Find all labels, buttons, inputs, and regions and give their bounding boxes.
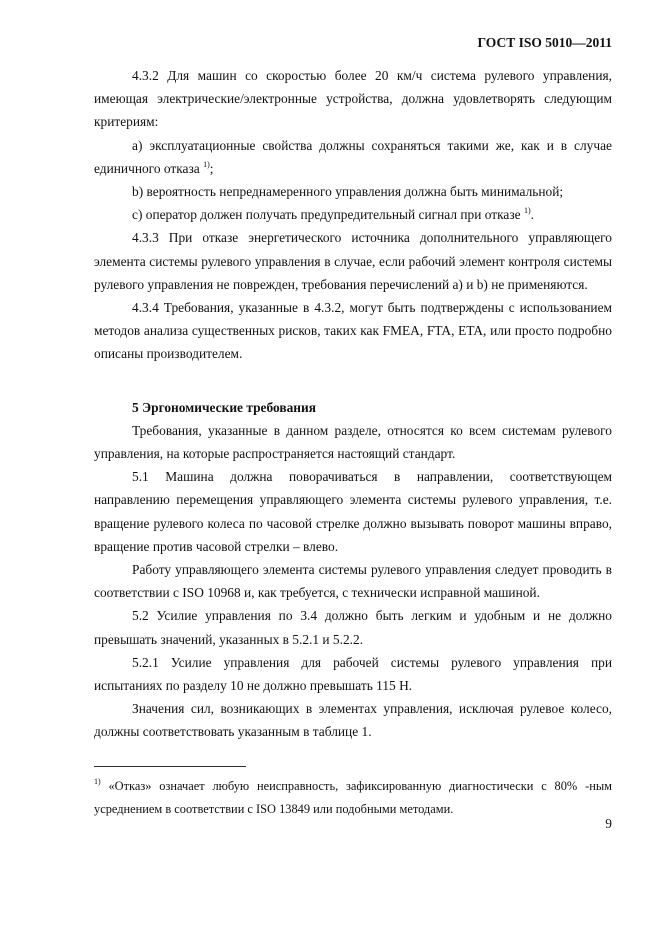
- list-item-c: [94, 203, 612, 226]
- paragraph-4-3-3: 4.3.3 При отказе энергетического источника дополнительного управляющего элемента системы рулевого управления в случае, если рабочий элемент контроля системы рулевого управления не поврежден, требования перечислений а) и b) не применяются.: [94, 230, 612, 292]
- document-header: ГОСТ ISO 5010—2011: [477, 35, 612, 50]
- footnote: [94, 775, 612, 821]
- footnote-text: «Отказ» означает любую неисправность, зафиксированную диагностически с 80% -ным усреднением в соответствии с ISO 13849 или подобными методами.: [94, 779, 612, 816]
- list-item-c-text: с) оператор должен получать предупредительный сигнал при отказе: [132, 207, 524, 223]
- document-body: [94, 64, 612, 744]
- paragraph-5-2: 5.2 Усилие управления по 3.4 должно быть легким и удобным и не должно превышать значений, указанных в 5.2.1 и 5.2.2.: [94, 608, 612, 647]
- footnote-ref: 1): [203, 159, 210, 169]
- paragraph-5-2-1: 5.2.1 Усилие управления для рабочей системы рулевого управления при испытаниях по разделу 10 не должно превышать 115 Н.: [94, 654, 612, 694]
- footnote-ref: 1): [523, 206, 531, 216]
- punctuation: .: [530, 207, 534, 223]
- footnote-divider: [94, 766, 246, 767]
- paragraph-5-intro: Требования, указанные в данном разделе, относятся ко всем системам рулевого управления, на которые распространяется настоящий стандарт.: [94, 422, 612, 462]
- paragraph-4-3-4: 4.3.4 Требования, указанные в 4.3.2, могут быть подтверждены с использованием методов анализа существенных рисков, таких как FMEA, FTA, ETA, или просто подробно описаны производителем.: [94, 300, 612, 362]
- paragraph-5-1-cont: Работу управляющего элемента системы рулевого управления следует проводить в соответствии с ISO 10968 и, как требуется, с технически исправной машиной.: [94, 562, 612, 601]
- paragraph-5-1: 5.1 Машина должна поворачиваться в направлении, соответствующем направлению перемещения управляющего элемента системы рулевого управления, т.е. вращение рулевого колеса по часовой стрелке должно вызывать поворот машины вправо, вращение против часовой стрелки – влево.: [94, 469, 612, 554]
- list-item-a: [94, 134, 612, 180]
- list-item-a-text: а) эксплуатационные свойства должны сохраняться такими же, как и в случае единичного отказа: [94, 137, 612, 176]
- footnote-marker: 1): [94, 777, 101, 786]
- punctuation: ;: [209, 160, 214, 176]
- paragraph-4-3-2: 4.3.2 Для машин со скоростью более 20 км/ч система рулевого управления, имеющая электрические/электронные устройства, должна удовлетворять следующим критериям:: [94, 68, 612, 130]
- list-item-b: b) вероятность непреднамеренного управления должна быть минимальной;: [132, 184, 564, 200]
- paragraph-5-2-1-cont: Значения сил, возникающих в элементах управления, исключая рулевое колесо, должны соответствовать указанным в таблице 1.: [94, 701, 612, 740]
- section-5-heading: 5 Эргономические требования: [132, 399, 316, 415]
- page-number: 9: [605, 816, 612, 831]
